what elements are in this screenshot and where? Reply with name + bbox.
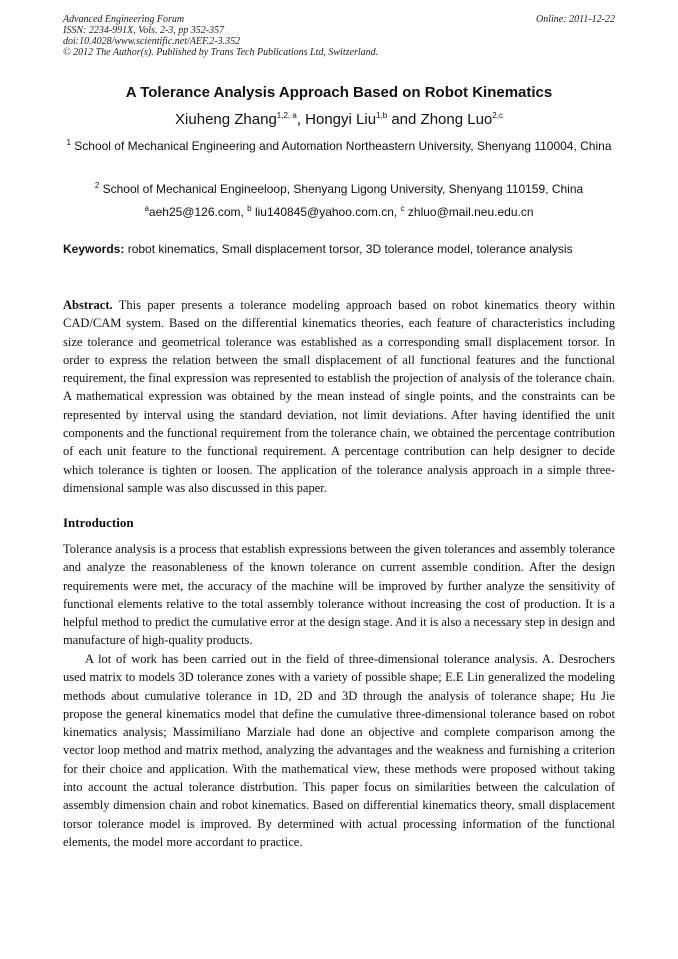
author-name: Xiuheng Zhang — [175, 111, 277, 128]
keywords — [63, 242, 615, 256]
journal-header — [63, 14, 615, 58]
email-mark: c — [400, 204, 405, 213]
affiliation-number: 2 — [94, 181, 100, 190]
author-affiliation-mark: 2,c — [492, 111, 503, 120]
abstract-text: This paper presents a tolerance modeling approach based on robot kinematics theory within CAD/CAM system. Based on the differential kinematics theories, each feature of characteristics including size tolerance and geometrical tolerance was established as a corresponding small displacement torsor. In order to express the relation between the small displacement of all functional features and the functional requirement, the final expression was represented to establish the projection of analysis of the tolerance chain. A mathematical expression was obtained by the mean instead of single points, and the constraints can be represented by interval using the standard deviation, not limit deviations. After having identified the unit components and the functional requirement from the tolerance chain, we obtained the percentage contribution of each unit feature to the functional requirement. A percentage contribution can help designer to decide which tolerance is tighten or loosen. The application of the tolerance analysis approach in a simple three-dimensional sample was also discussed in this paper. — [63, 298, 615, 495]
author-affiliation-mark: 1,b — [376, 111, 388, 120]
abstract — [63, 296, 615, 497]
author-name: Zhong Luo — [420, 111, 493, 128]
affiliation — [63, 137, 615, 156]
journal-name: Advanced Engineering Forum — [63, 14, 185, 25]
author-name: Hongyi Liu — [305, 111, 377, 128]
copyright-line: © 2012 The Author(s). Published by Trans Tech Publications Ltd, Switzerland. — [63, 47, 379, 58]
keywords-text: robot kinematics, Small displacement torsor, 3D tolerance model, tolerance analysis — [124, 242, 573, 256]
intro-paragraph: Tolerance analysis is a process that establish expressions between the given tolerances and assembly tolerance and analyze the reasonableness of the known tolerance on current assemble condition. After the design requirements were met, the accuracy of the machine will be improved by further analyze the sensitivity of functional elements relative to the total assembly tolerance without increasing the cost of production. It is a helpful method to predict the cumulative error at the design stage. And it is also a necessary step in design and manufacture of high-quality products. — [63, 542, 615, 648]
author-affiliation-mark: 1,2, a — [276, 111, 297, 120]
keywords-label: Keywords: — [63, 242, 125, 256]
affiliation — [63, 180, 615, 199]
affiliation-text: School of Mechanical Engineeloop, Shenyang Ligong University, Shenyang 110159, China — [99, 182, 584, 196]
author-list — [0, 111, 678, 128]
paper-title: A Tolerance Analysis Approach Based on Robot Kinematics — [125, 84, 553, 101]
intro-paragraph: A lot of work has been carried out in the field of three-dimensional tolerance analysis. A. Desrochers used matrix to models 3D tolerance zones with a variety of possible shape; E.E Lin generalized the modeling methods about cumulative tolerance in 1D, 2D and 3D through the analysis of tolerance shape; Hu Jie propose the general kinematics model that define the cumulative three-dimensional tolerance based on robot kinematics analysis; Massimiliano Marziale had done an objective and complete comparison among the vector loop method and matrix method, analyzing the advantages and the weakness and furnishing a criterion for their choice and application. With the mathematical view, these methods were proposed without taking into account the actual tolerance distrbution. This paper focus on similarities between the calculation of assembly dimension chain and robot kinematics. Based on differential kinematics theory, small displacement torsor tolerance model is improved. By determined with actual processing information of the functional elements, the model more accordant to practice. — [63, 652, 615, 849]
email-mark: b — [247, 204, 252, 213]
author-emails: $^a$aeh25@126.com, $^b$ liu140845@yahoo.com.cn, $^c$ zhluo@mail.neu.edu.cn — [144, 204, 534, 219]
affiliation-text: School of Mechanical Engineering and Automation Northeastern University, Shenyang 110004, China — [70, 139, 612, 153]
affiliation-number: 1 — [66, 138, 71, 147]
section-heading: Introduction — [63, 515, 134, 530]
author-separator: and — [387, 111, 421, 128]
doi-line: doi:10.4028/www.scientific.net/AEF.2-3.352 — [63, 36, 241, 47]
email-link[interactable]: aeh25@126.com — [148, 205, 241, 219]
issn-line: ISSN: 2234-991X, Vols. 2-3, pp 352-357 — [63, 25, 225, 36]
email-link[interactable]: liu140845@yahoo.com.cn — [251, 205, 394, 219]
email-link[interactable]: zhluo@mail.neu.edu.cn — [404, 205, 534, 219]
email-mark: a — [144, 204, 149, 213]
author-separator: , — [296, 111, 306, 128]
abstract-label: Abstract. — [63, 298, 113, 312]
online-date: Online: 2011-12-22 — [536, 14, 615, 25]
